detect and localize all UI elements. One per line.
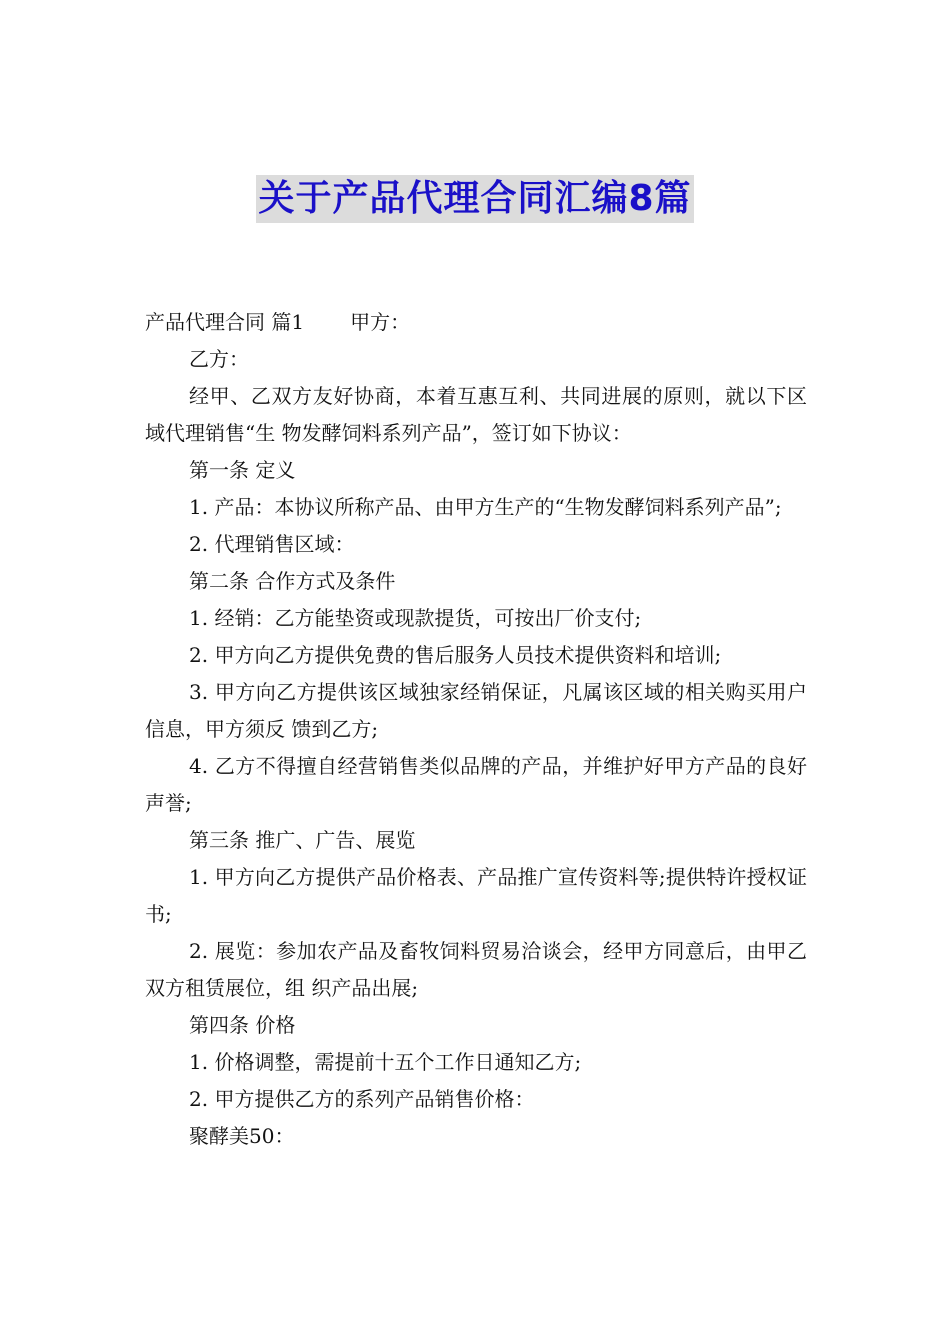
product-price-line: 聚酵美50： — [189, 1124, 295, 1148]
party-a-label: 甲方： — [350, 310, 411, 334]
contract-heading: 产品代理合同 篇1 — [145, 310, 305, 334]
article-2-heading: 第二条 合作方式及条件 — [189, 569, 396, 593]
article-1-item-1: 1. 产品：本协议所称产品、由甲方生产的“生物发酵饲料系列产品”; — [189, 495, 782, 519]
title-container — [0, 175, 950, 223]
party-b-label: 乙方： — [189, 347, 249, 371]
preamble-paragraph: 经甲、乙双方友好协商，本着互惠互利、共同进展的原则，就以下区域代理销售“生 物发酵饲料系列产品”，签订如下协议： — [145, 384, 807, 445]
article-2-item-1: 1. 经销：乙方能垫资或现款提货，可按出厂价支付; — [189, 606, 642, 630]
article-3-heading: 第三条 推广、广告、展览 — [189, 828, 416, 852]
document-body — [145, 304, 807, 1155]
document-title: 关于产品代理合同汇编8篇 — [256, 175, 693, 223]
article-2-item-3: 3. 甲方向乙方提供该区域独家经销保证，凡属该区域的相关购买用户信息，甲方须反 馈到乙方; — [145, 680, 807, 741]
article-1-heading: 第一条 定义 — [189, 458, 296, 482]
article-2-item-4: 4. 乙方不得擅自经营销售类似品牌的产品，并维护好甲方产品的良好声誉; — [145, 754, 807, 815]
article-3-item-2: 2. 展览：参加农产品及畜牧饲料贸易洽谈会，经甲方同意后，由甲乙双方租赁展位，组 织产品出展; — [145, 939, 807, 1000]
article-1-item-2: 2. 代理销售区域： — [189, 532, 355, 556]
article-3-item-1: 1. 甲方向乙方提供产品价格表、产品推广宣传资料等;提供特许授权证书; — [145, 865, 807, 926]
article-4-heading: 第四条 价格 — [189, 1013, 296, 1037]
contract-heading-line — [145, 304, 807, 341]
article-2-item-2: 2. 甲方向乙方提供免费的售后服务人员技术提供资料和培训; — [189, 643, 722, 667]
article-4-item-2: 2. 甲方提供乙方的系列产品销售价格： — [189, 1087, 535, 1111]
article-4-item-1: 1. 价格调整，需提前十五个工作日通知乙方; — [189, 1050, 582, 1074]
